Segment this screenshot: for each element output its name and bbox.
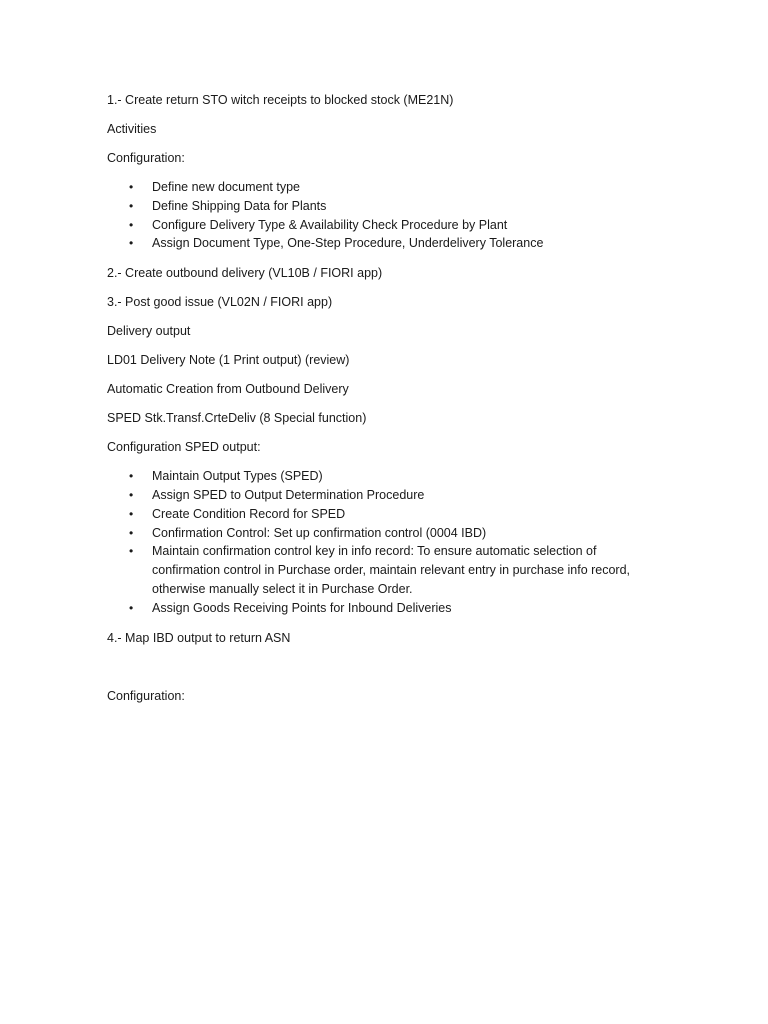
step-3-heading: 3.- Post good issue (VL02N / FIORI app) (107, 295, 333, 310)
bullet-icon: • (129, 236, 134, 251)
list-item (107, 197, 667, 216)
list-item-text: Assign Goods Receiving Points for Inbound Deliveries (152, 600, 452, 615)
bullet-icon: • (129, 198, 134, 213)
list-item (107, 542, 667, 598)
list-item (107, 599, 667, 618)
sped-configuration-list (107, 467, 667, 617)
bullet-icon: • (129, 544, 134, 559)
ld01-line: LD01 Delivery Note (1 Print output) (review) (107, 353, 350, 368)
list-item-text: Confirmation Control: Set up confirmation control (0004 IBD) (152, 525, 487, 540)
list-item (107, 234, 667, 253)
configuration-label: Configuration: (107, 688, 185, 703)
list-item-text: Define new document type (152, 180, 301, 194)
list-item (107, 178, 667, 197)
bullet-icon: • (129, 469, 134, 484)
bullet-icon: • (129, 525, 134, 540)
configuration-label: Configuration: (107, 151, 185, 165)
step-4-heading: 4.- Map IBD output to return ASN (107, 630, 291, 645)
configuration-sped-label: Configuration SPED output: (107, 440, 261, 455)
list-item-text: Maintain confirmation control key in info record: To ensure automatic selection of confirmation control in Purchase order, maintain relevant entry in purchase info record, otherwise manually select it in Purchase Order. (152, 544, 631, 596)
bullet-icon: • (129, 600, 134, 615)
list-item (107, 524, 667, 543)
automatic-creation-line: Automatic Creation from Outbound Delivery (107, 382, 349, 397)
list-item (107, 505, 667, 524)
step-1-heading: 1.- Create return STO witch receipts to blocked stock (ME21N) (107, 93, 454, 107)
list-item (107, 216, 667, 235)
list-item (107, 467, 667, 486)
activities-label: Activities (107, 122, 157, 136)
bullet-icon: • (129, 487, 134, 502)
list-item-text: Assign Document Type, One-Step Procedure, Underdelivery Tolerance (152, 236, 544, 251)
list-item-text: Configure Delivery Type & Availability Check Procedure by Plant (152, 217, 508, 232)
blank-line (107, 658, 667, 687)
list-item-text: Create Condition Record for SPED (152, 506, 346, 521)
document-page (107, 91, 667, 716)
bullet-icon: • (129, 217, 134, 232)
list-item-text: Maintain Output Types (SPED) (152, 469, 323, 484)
delivery-output-label: Delivery output (107, 324, 191, 339)
bullet-icon: • (129, 180, 134, 194)
list-item (107, 486, 667, 505)
configuration-list (107, 178, 667, 253)
step-2-heading: 2.- Create outbound delivery (VL10B / FIORI app) (107, 266, 383, 281)
list-item-text: Assign SPED to Output Determination Procedure (152, 487, 425, 502)
bullet-icon: • (129, 506, 134, 521)
sped-line: SPED Stk.Transf.CrteDeliv (8 Special function) (107, 411, 367, 426)
list-item-text: Define Shipping Data for Plants (152, 198, 327, 213)
